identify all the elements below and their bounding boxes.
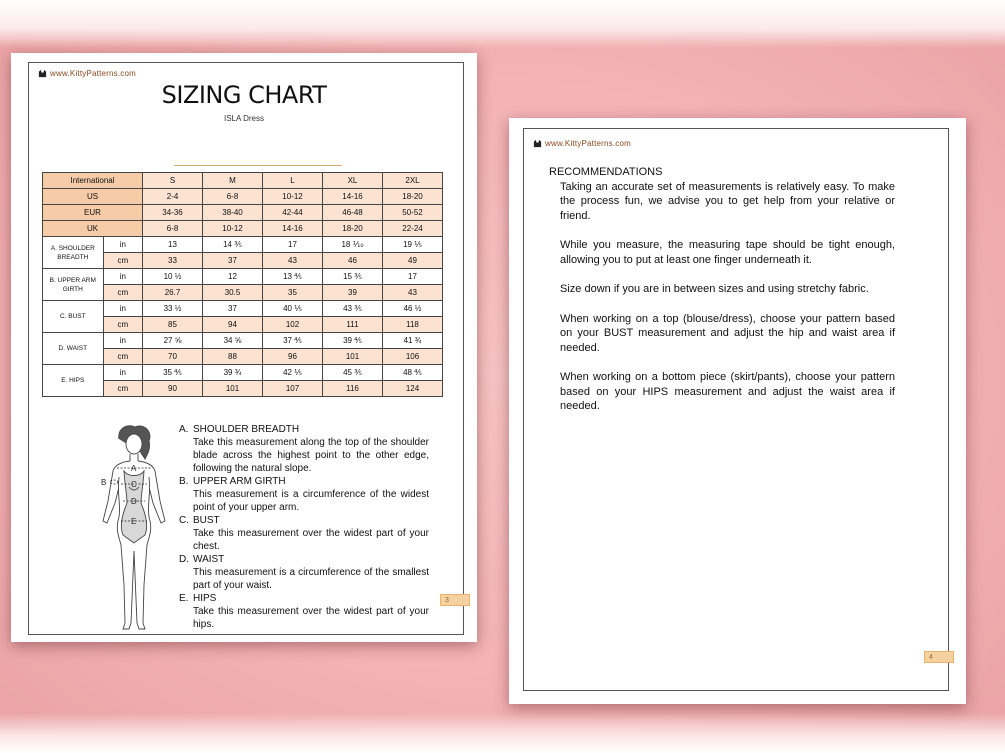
guide-item [179, 423, 429, 475]
table-cell: 35 ⅘ [143, 365, 203, 381]
recommendation-paragraph: While you measure, the measuring tape should be tight enough, allowing you to put at least one finger underneath it. [560, 239, 895, 266]
table-cell: 34 ⅝ [203, 333, 263, 349]
guide-title: HIPS [193, 593, 217, 604]
table-cell: 124 [383, 381, 443, 397]
table-cell: 13 [143, 237, 203, 253]
table-cell: 14-16 [323, 189, 383, 205]
table-cell: 37 ⅘ [263, 333, 323, 349]
table-cell: 17 [383, 269, 443, 285]
page-number-badge: 3 [440, 594, 470, 606]
table-cell: 10-12 [203, 221, 263, 237]
table-cell-size: XL [323, 173, 383, 189]
table-row [43, 285, 443, 301]
table-cell: 6-8 [143, 221, 203, 237]
body-measurement-figure [97, 425, 173, 637]
page-number-badge: 4 [924, 651, 954, 663]
figure-label-c: C [131, 480, 137, 489]
recommendation-paragraph: When working on a top (blouse/dress), choose your pattern based on your BUST measurement and adjust the hip and waist area if needed. [560, 312, 895, 354]
table-cell: 6-8 [203, 189, 263, 205]
table-cell: 106 [383, 349, 443, 365]
table-cell: 19 ⅕ [383, 237, 443, 253]
table-cell: 41 ¾ [383, 333, 443, 349]
table-cell: 10-12 [263, 189, 323, 205]
table-cell: 39 [323, 285, 383, 301]
table-row [43, 381, 443, 397]
table-cell: 13 ⅘ [263, 269, 323, 285]
guide-title: WAIST [193, 554, 225, 565]
guide-description: Take this measurement along the top of the shoulder blade across the highest point to the other edge, following the natural slope. [193, 437, 429, 474]
table-cell: 27 ⅝ [143, 333, 203, 349]
table-row [43, 349, 443, 365]
table-cell: 70 [143, 349, 203, 365]
table-cell: 43 [383, 285, 443, 301]
table-cell: 18-20 [323, 221, 383, 237]
table-cell-region: US [43, 189, 143, 205]
table-cell-unit: cm [103, 285, 142, 301]
table-cell: 33 [143, 253, 203, 269]
guide-description: This measurement is a circumference of the smallest part of your waist. [193, 567, 429, 591]
table-row [43, 333, 443, 349]
guide-item [179, 553, 429, 592]
guide-description: This measurement is a circumference of the widest point of your upper arm. [193, 489, 429, 513]
table-cell: 38-40 [203, 205, 263, 221]
guide-letter: C. [179, 515, 189, 526]
title-underline [174, 165, 342, 166]
table-cell: 18-20 [383, 189, 443, 205]
table-cell: 107 [263, 381, 323, 397]
table-cell: 35 [263, 285, 323, 301]
table-cell: 39 ⅘ [323, 333, 383, 349]
guide-item [179, 475, 429, 514]
table-cell: 14 ⅗ [203, 237, 263, 253]
bold-text: Size down [560, 283, 611, 295]
table-row [43, 237, 443, 253]
recommendation-paragraph: Taking an accurate set of measurements is relatively easy. To make the process fun, we advise you to get help from your relative or friend. [560, 180, 895, 222]
table-cell-unit: cm [103, 381, 142, 397]
table-cell: 2-4 [143, 189, 203, 205]
table-row [43, 205, 443, 221]
figure-label-e: E [131, 517, 137, 526]
table-cell: 101 [203, 381, 263, 397]
table-cell-measurement: B. UPPER ARM GIRTH [43, 269, 104, 301]
table-cell: 116 [323, 381, 383, 397]
table-header-row [43, 173, 443, 189]
recommendation-paragraph: Size down if you are in between sizes and using stretchy fabric. [560, 283, 869, 295]
table-cell: 101 [323, 349, 383, 365]
table-cell-unit: cm [103, 349, 142, 365]
table-cell-measurement: D. WAIST [43, 333, 104, 365]
table-cell: 46-48 [323, 205, 383, 221]
table-cell: 102 [263, 317, 323, 333]
recommendations-heading: RECOMMENDATIONS [549, 166, 663, 178]
table-cell-size: 2XL [383, 173, 443, 189]
table-cell: 118 [383, 317, 443, 333]
measurement-guide [179, 423, 429, 631]
table-row [43, 189, 443, 205]
table-row [43, 365, 443, 381]
figure-label-b: B [101, 478, 107, 487]
table-cell: 88 [203, 349, 263, 365]
table-cell-size: L [263, 173, 323, 189]
guide-letter: B. [179, 476, 189, 487]
table-cell: 34-36 [143, 205, 203, 221]
table-cell-unit: in [103, 301, 142, 317]
cat-logo-icon [533, 139, 542, 148]
guide-title: SHOULDER BREADTH [193, 424, 300, 435]
table-cell: 49 [383, 253, 443, 269]
guide-description: Take this measurement over the widest part of your chest. [193, 528, 429, 552]
recommendation-paragraph: When working on a bottom piece (skirt/pants), choose your pattern based on your HIPS measurement and adjust the waist area if needed. [560, 371, 895, 412]
table-cell-unit: in [103, 237, 142, 253]
guide-title: BUST [193, 515, 220, 526]
figure-label-d: D [131, 497, 137, 506]
table-cell-unit: cm [103, 253, 142, 269]
sizing-table [42, 172, 443, 397]
table-cell-unit: cm [103, 317, 142, 333]
table-row [43, 253, 443, 269]
table-cell: 15 ⅗ [323, 269, 383, 285]
table-cell: 39 ¾ [203, 365, 263, 381]
table-cell: 14-16 [263, 221, 323, 237]
table-row [43, 301, 443, 317]
table-cell-measurement: E. HIPS [43, 365, 104, 397]
page-title: SIZING CHART [161, 81, 327, 109]
table-cell: 111 [323, 317, 383, 333]
table-cell: 45 ⅗ [323, 365, 383, 381]
site-url: www.KittyPatterns.com [545, 139, 632, 148]
table-row [43, 269, 443, 285]
table-cell: 18 ⅒ [323, 237, 383, 253]
table-cell: 96 [263, 349, 323, 365]
table-cell: 90 [143, 381, 203, 397]
table-row [43, 317, 443, 333]
guide-description: Take this measurement over the widest part of your hips. [193, 606, 429, 630]
table-cell: 43 ⅗ [323, 301, 383, 317]
page-subtitle: ISLA Dress [223, 114, 264, 123]
table-cell: 12 [203, 269, 263, 285]
table-row [43, 221, 443, 237]
table-cell: 50-52 [383, 205, 443, 221]
bold-text: HIPS [642, 385, 669, 398]
table-cell: 26.7 [143, 285, 203, 301]
table-cell: 22-24 [383, 221, 443, 237]
guide-letter: A. [179, 424, 189, 435]
table-cell: 40 ⅕ [263, 301, 323, 317]
table-cell: 10 ½ [143, 269, 203, 285]
table-cell: 43 [263, 253, 323, 269]
table-cell-measurement: C. BUST [43, 301, 104, 333]
bold-text: BUST [603, 327, 634, 339]
table-cell: 46 ½ [383, 301, 443, 317]
table-cell: 17 [263, 237, 323, 253]
guide-title: UPPER ARM GIRTH [193, 476, 286, 487]
table-cell-size: S [143, 173, 203, 189]
table-cell-unit: in [103, 269, 142, 285]
table-cell: 46 [323, 253, 383, 269]
background-bottom-band [0, 713, 1005, 753]
figure-label-a: A [131, 464, 137, 473]
table-cell-size: M [203, 173, 263, 189]
table-cell-region: EUR [43, 205, 143, 221]
table-cell-header: International [43, 173, 143, 189]
table-cell: 42 ⅕ [263, 365, 323, 381]
table-cell-measurement: A. SHOULDER BREADTH [43, 237, 104, 269]
cat-logo-icon [38, 69, 47, 78]
site-header [38, 69, 136, 78]
table-cell: 37 [203, 301, 263, 317]
table-cell-region: UK [43, 221, 143, 237]
table-cell: 48 ⅘ [383, 365, 443, 381]
site-url: www.KittyPatterns.com [50, 69, 137, 78]
recommendations-section [549, 165, 895, 429]
table-cell: 42-44 [263, 205, 323, 221]
table-cell-unit: in [103, 333, 142, 349]
guide-item [179, 592, 429, 631]
page-sizing-chart [11, 53, 477, 642]
table-cell: 94 [203, 317, 263, 333]
background-top-band [0, 0, 1005, 48]
site-header [533, 139, 631, 148]
table-cell-unit: in [103, 365, 142, 381]
table-cell: 33 ½ [143, 301, 203, 317]
table-cell: 37 [203, 253, 263, 269]
guide-letter: E. [179, 593, 189, 604]
table-cell: 30.5 [203, 285, 263, 301]
guide-letter: D. [179, 554, 189, 565]
table-cell: 85 [143, 317, 203, 333]
guide-item [179, 514, 429, 553]
page-recommendations [509, 118, 966, 704]
